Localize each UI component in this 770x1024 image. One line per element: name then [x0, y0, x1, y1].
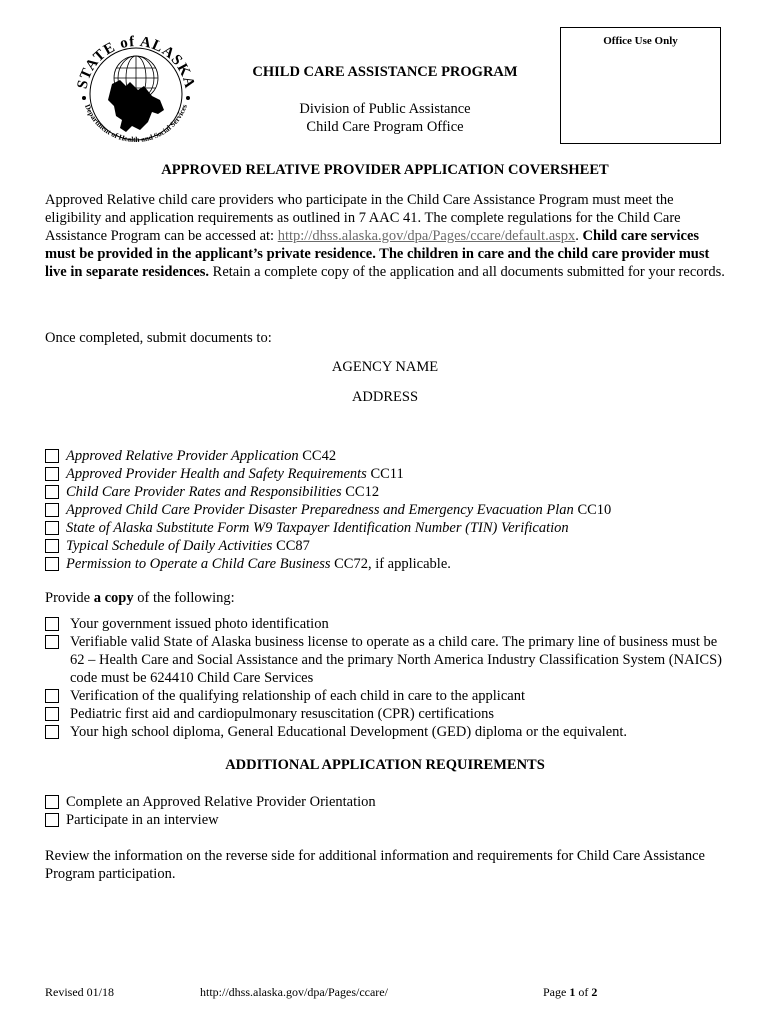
page-of: of — [575, 985, 592, 999]
list-item — [45, 555, 735, 573]
list-item — [45, 537, 735, 555]
seal-top-text: STATE of ALASKA — [74, 33, 198, 91]
form-title: Permission to Operate a Child Care Business — [66, 556, 331, 572]
copy-item-text: Pediatric first aid and cardiopulmonary resuscitation (CPR) certifications — [70, 706, 495, 722]
additional-requirements-title: ADDITIONAL APPLICATION REQUIREMENTS — [225, 757, 545, 773]
additional-item-text: Complete an Approved Relative Provider Orientation — [66, 794, 376, 810]
copy-item-text: Your government issued photo identification — [70, 616, 329, 632]
list-item — [45, 615, 735, 633]
checkbox[interactable] — [45, 635, 59, 649]
checkbox[interactable] — [45, 617, 59, 631]
checkbox[interactable] — [45, 707, 59, 721]
intro-paragraph — [45, 191, 725, 281]
page-prefix: Page — [543, 985, 570, 999]
copy-item-text: Verification of the qualifying relationship of each child in care to the applicant — [70, 688, 525, 704]
form-title: State of Alaska Substitute Form W9 Taxpayer Identification Number (TIN) Verification — [66, 520, 569, 536]
form-title: Approved Provider Health and Safety Requirements — [66, 466, 367, 482]
forms-checklist — [45, 447, 735, 573]
checkbox[interactable] — [45, 467, 59, 481]
office-use-label: Office Use Only — [603, 35, 678, 47]
form-code: CC42 — [298, 448, 337, 464]
review-paragraph: Review the information on the reverse side for additional information and requirements for Child Care Assistance Program participation. — [45, 848, 705, 882]
intro-text-1: Approved Relative child care providers who participate in the Child Care Assistance Program must meet the eligibility and application requirements as outlined in 7 AAC 41. The complete regulations for the Child Care Assistance Program can be accessed at: — [45, 192, 681, 244]
copies-checklist — [45, 615, 735, 741]
checkbox[interactable] — [45, 449, 59, 463]
intro-text-2: . — [575, 228, 583, 244]
form-code: CC10 — [573, 502, 612, 518]
copy-item-text: Your high school diploma, General Educational Development (GED) diploma or the equivalent. — [70, 724, 628, 740]
list-item — [45, 687, 735, 705]
checkbox[interactable] — [45, 521, 59, 535]
form-title: Child Care Provider Rates and Responsibilities — [66, 484, 342, 500]
regulations-link[interactable]: http://dhss.alaska.gov/dpa/Pages/ccare/default.aspx — [277, 228, 576, 244]
provide-prefix: Provide — [45, 590, 94, 606]
form-code: CC12 — [341, 484, 380, 500]
footer-url: http://dhss.alaska.gov/dpa/Pages/ccare/ — [200, 985, 388, 999]
form-title: Typical Schedule of Daily Activities — [66, 538, 273, 554]
office-use-box — [560, 27, 721, 144]
office-name: Child Care Program Office — [306, 119, 464, 135]
footer-revised: Revised 01/18 — [45, 985, 114, 999]
intro-text-3: Retain a complete copy of the application and all documents submitted for your records. — [209, 264, 725, 280]
list-item — [45, 465, 735, 483]
list-item — [45, 633, 735, 687]
submit-label: Once completed, submit documents to: — [45, 330, 272, 346]
coversheet-title: APPROVED RELATIVE PROVIDER APPLICATION COVERSHEET — [161, 162, 609, 178]
seal-bottom-text: Department of Health and Social Services — [83, 102, 189, 145]
list-item — [45, 519, 735, 537]
list-item — [45, 793, 735, 811]
form-code: CC87 — [272, 538, 310, 554]
list-item — [45, 811, 735, 829]
intro-bold-requirement: Child care services must be provided in the applicant’s private residence. The children in care and the child care provider must live in separate residences. — [45, 228, 710, 280]
provide-suffix: of the following: — [133, 590, 235, 606]
checkbox[interactable] — [45, 725, 59, 739]
division-name: Division of Public Assistance — [299, 101, 471, 117]
footer-page-number — [543, 985, 597, 1000]
form-code: CC72, if applicable. — [330, 556, 451, 572]
agency-address: ADDRESS — [351, 389, 419, 405]
page-current: 1 — [569, 985, 576, 999]
list-item — [45, 483, 735, 501]
checkbox[interactable] — [45, 689, 59, 703]
agency-name: AGENCY NAME — [331, 359, 439, 375]
list-item — [45, 705, 735, 723]
provide-bold: a copy — [93, 590, 134, 606]
list-item — [45, 723, 735, 741]
list-item — [45, 447, 735, 465]
form-code: CC11 — [366, 466, 404, 482]
checkbox[interactable] — [45, 795, 59, 809]
checkbox[interactable] — [45, 539, 59, 553]
page-total: 2 — [591, 985, 598, 999]
alaska-seal-icon — [68, 26, 204, 162]
checkbox[interactable] — [45, 503, 59, 517]
list-item — [45, 501, 735, 519]
program-title: CHILD CARE ASSISTANCE PROGRAM — [252, 64, 518, 80]
provide-copy-label — [45, 590, 235, 607]
form-title: Approved Relative Provider Application — [66, 448, 299, 464]
checkbox[interactable] — [45, 557, 59, 571]
form-title: Approved Child Care Provider Disaster Preparedness and Emergency Evacuation Plan — [66, 502, 574, 518]
additional-item-text: Participate in an interview — [66, 812, 219, 828]
additional-checklist — [45, 793, 735, 829]
checkbox[interactable] — [45, 813, 59, 827]
checkbox[interactable] — [45, 485, 59, 499]
copy-item-text: Verifiable valid State of Alaska business license to operate as a child care. The primary line of business must be 62 – Health Care and Social Assistance and the primary North America Industry Classification System (NAICS) code must be 624410 Child Care Services — [70, 634, 722, 686]
